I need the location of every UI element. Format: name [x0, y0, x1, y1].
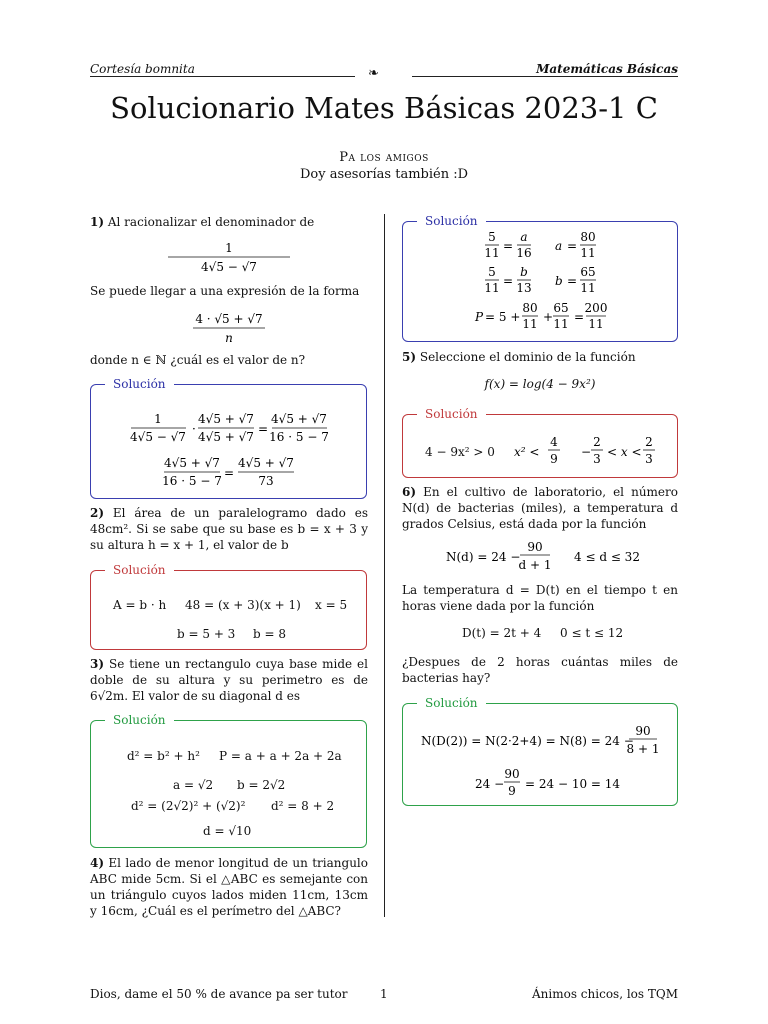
q1-text-2: Se puede llegar a una expresión de la forma	[90, 284, 360, 298]
svg-text:= 24 − 10 = 14: = 24 − 10 = 14	[525, 777, 621, 791]
svg-text:2: 2	[593, 435, 601, 449]
svg-text:9: 9	[508, 784, 516, 798]
svg-text:3: 3	[593, 452, 601, 466]
q1-number: 1)	[90, 215, 105, 229]
page-title: Solucionario Mates Básicas 2023-1 C	[110, 91, 658, 125]
svg-text:= 5 +: = 5 +	[485, 310, 521, 324]
svg-text:−: −	[581, 445, 592, 459]
q2-solution-label: Solución	[105, 562, 174, 578]
svg-text:11: 11	[484, 246, 500, 260]
svg-text:4√5 − √7: 4√5 − √7	[130, 430, 186, 444]
svg-text:11: 11	[484, 281, 500, 295]
q4-solution-box	[402, 214, 678, 342]
q1-solution-equations	[91, 407, 366, 497]
q2-eq-x: x = 5	[315, 598, 348, 612]
q3-eq-b: b = 2√2	[237, 778, 286, 792]
svg-text:4√5 − √7: 4√5 − √7	[201, 260, 257, 274]
svg-text:4 · √5 + √7: 4 · √5 + √7	[195, 312, 263, 326]
q6-solution-equations	[403, 722, 677, 802]
svg-text:11: 11	[588, 317, 604, 331]
q3-eq-substitution: d² = (2√2)² + (√2)²	[131, 799, 246, 813]
q2-statement	[90, 505, 368, 553]
q1-text-3: donde n ∈ ℕ ¿cuál es el valor de n?	[90, 353, 306, 367]
svg-text:4: 4	[550, 435, 558, 449]
svg-text:=: =	[503, 239, 514, 253]
svg-text:2: 2	[645, 435, 653, 449]
q4-solution-label: Solución	[417, 213, 486, 229]
svg-text:11: 11	[580, 246, 596, 260]
q6-number: 6)	[402, 485, 417, 499]
q3-solution-box	[90, 713, 367, 848]
svg-text:a: a	[520, 230, 528, 244]
q6-eq-d: D(t) = 2t + 4	[462, 626, 542, 640]
q6-eq-d-range: 0 ≤ t ≤ 12	[560, 626, 624, 640]
q1-expression-2	[90, 310, 368, 349]
svg-text:5: 5	[488, 230, 496, 244]
svg-text:4√5 + √7: 4√5 + √7	[164, 456, 220, 470]
column-divider	[384, 214, 385, 917]
q1-fraction-2	[90, 310, 368, 346]
q4-number: 4)	[90, 856, 105, 870]
q6-text-3: ¿Despues de 2 horas cuántas miles de bacterias hay?	[402, 655, 678, 685]
footer-right: Ánimos chicos, los TQM	[532, 987, 678, 1001]
svg-text:n: n	[225, 331, 233, 345]
svg-text:P: P	[475, 310, 484, 324]
q5-solution-box	[402, 407, 678, 478]
header-ornament: ❧	[368, 66, 379, 81]
svg-text:b: b	[555, 274, 563, 288]
q2-eq-b-sum: b = 5 + 3	[177, 627, 236, 641]
q1-expression-1	[90, 240, 368, 279]
page-number: 1	[380, 987, 388, 1001]
q1-text: Al racionalizar el denominador de	[107, 215, 315, 229]
svg-text:65: 65	[553, 301, 569, 315]
q2-eq-expansion: 48 = (x + 3)(x + 1)	[185, 598, 301, 612]
q3-number: 3)	[90, 657, 105, 671]
q5-statement	[402, 349, 678, 365]
svg-text:16 · 5 − 7: 16 · 5 − 7	[162, 474, 222, 488]
q1-solution-box	[90, 377, 367, 499]
svg-text:65: 65	[580, 265, 596, 279]
svg-text:8 + 1: 8 + 1	[626, 742, 660, 756]
q3-eq-a: a = √2	[173, 778, 214, 792]
q6-function-n	[402, 538, 678, 574]
svg-text:80: 80	[522, 301, 538, 315]
svg-text:90: 90	[504, 767, 520, 781]
svg-text:16 · 5 − 7: 16 · 5 − 7	[269, 430, 329, 444]
q2-eq-b: b = 8	[253, 627, 286, 641]
svg-text:80: 80	[580, 230, 596, 244]
svg-text:N(D(2)) = N(2·2+4) = N(8) = 24: N(D(2)) = N(2·2+4) = N(8) = 24 −	[421, 734, 634, 748]
q1-statement	[90, 214, 368, 230]
q3-eq-d: d = √10	[203, 824, 252, 838]
svg-text:4√5 + √7: 4√5 + √7	[198, 430, 254, 444]
svg-text:b: b	[520, 265, 528, 279]
subtitle-2: Doy asesorías también :D	[299, 167, 469, 182]
q5-eq-inequality: 4 − 9x² > 0	[425, 445, 495, 459]
svg-text:·: ·	[192, 422, 196, 436]
q1-solution-label: Solución	[105, 376, 174, 392]
svg-text:13: 13	[516, 281, 532, 295]
svg-text:=: =	[503, 274, 514, 288]
q5-solution-label: Solución	[417, 406, 486, 422]
q6-text-2: La temperatura d = D(t) en el tiempo t en horas viene dada por la función	[402, 583, 678, 613]
svg-text:11: 11	[522, 317, 538, 331]
svg-text:+: +	[543, 310, 554, 324]
svg-text:=: =	[574, 310, 585, 324]
q3-eq-perimeter: P = a + a + 2a + 2a	[219, 749, 342, 763]
svg-text:N(d) = 24 −: N(d) = 24 −	[446, 550, 521, 564]
q2-text: El área de un paralelogramo dado es 48cm². Si se sabe que su base es b = x + 3 y su altura h = x + 1, el valor de b	[90, 506, 368, 552]
q3-solution-label: Solución	[105, 712, 174, 728]
svg-text:4√5 + √7: 4√5 + √7	[271, 412, 327, 426]
q2-number: 2)	[90, 506, 105, 520]
q3-statement	[90, 656, 368, 704]
q4-text: El lado de menor longitud de un triangulo ABC mide 5cm. Si el △ABC es semejante con un triángulo cuyos lados miden 11cm, 13cm y 16cm, ¿Cuál es el perímetro del △ABC?	[90, 856, 368, 918]
svg-text:5: 5	[488, 265, 496, 279]
svg-text:16: 16	[516, 246, 532, 260]
q4-statement	[90, 855, 368, 919]
svg-text:=: =	[567, 239, 578, 253]
q4-solution-equations	[403, 226, 677, 340]
q5-number: 5)	[402, 350, 417, 364]
q6-solution-label: Solución	[417, 695, 486, 711]
q6-statement	[402, 484, 678, 532]
svg-text:x² <: x² <	[514, 445, 540, 459]
q6-solution-box	[402, 696, 678, 806]
subtitle: Pa los amigos	[339, 150, 429, 165]
svg-text:200: 200	[584, 301, 608, 315]
svg-text:=: =	[224, 466, 235, 480]
q6-text: En el cultivo de laboratorio, el número N(d) de bacterias (miles), a temperatura d grados Celsius, está dada por la función	[402, 485, 678, 531]
svg-text:1: 1	[225, 241, 233, 255]
q5-function: f(x) = log(4 − 9x²)	[484, 377, 596, 391]
q2-solution-box	[90, 563, 367, 650]
svg-text:3: 3	[645, 452, 653, 466]
q3-text: Se tiene un rectangulo cuya base mide el doble de su altura y su perimetro es de 6√2m. El valor de su diagonal d es	[90, 657, 368, 703]
svg-text:90: 90	[527, 540, 543, 554]
svg-text:a: a	[555, 239, 563, 253]
svg-text:=: =	[567, 274, 578, 288]
header-right: Matemáticas Básicas	[536, 62, 678, 76]
header-rule-left	[90, 76, 355, 77]
svg-text:< x <: < x <	[607, 445, 642, 459]
q1-fraction-1	[90, 240, 368, 276]
svg-text:d + 1: d + 1	[518, 558, 552, 572]
q2-eq-area: A = b · h	[113, 598, 167, 612]
svg-text:11: 11	[553, 317, 569, 331]
q5-solution-fractions	[511, 433, 676, 473]
q3-eq-sum: d² = 8 + 2	[271, 799, 335, 813]
svg-text:=: =	[258, 422, 269, 436]
footer-left: Dios, dame el 50 % de avance pa ser tutor	[90, 987, 348, 1001]
svg-text:24 −: 24 −	[475, 777, 505, 791]
svg-text:4√5 + √7: 4√5 + √7	[198, 412, 254, 426]
svg-text:1: 1	[154, 412, 162, 426]
svg-text:9: 9	[550, 452, 558, 466]
svg-text:4√5 + √7: 4√5 + √7	[238, 456, 294, 470]
svg-text:73: 73	[258, 474, 274, 488]
q5-text: Seleccione el dominio de la función	[419, 350, 636, 364]
svg-text:4 ≤ d ≤ 32: 4 ≤ d ≤ 32	[574, 550, 640, 564]
header-left: Cortesía bomnita	[90, 62, 195, 76]
svg-text:90: 90	[635, 724, 651, 738]
svg-text:11: 11	[580, 281, 596, 295]
q3-eq-pythagoras: d² = b² + h²	[127, 749, 200, 763]
